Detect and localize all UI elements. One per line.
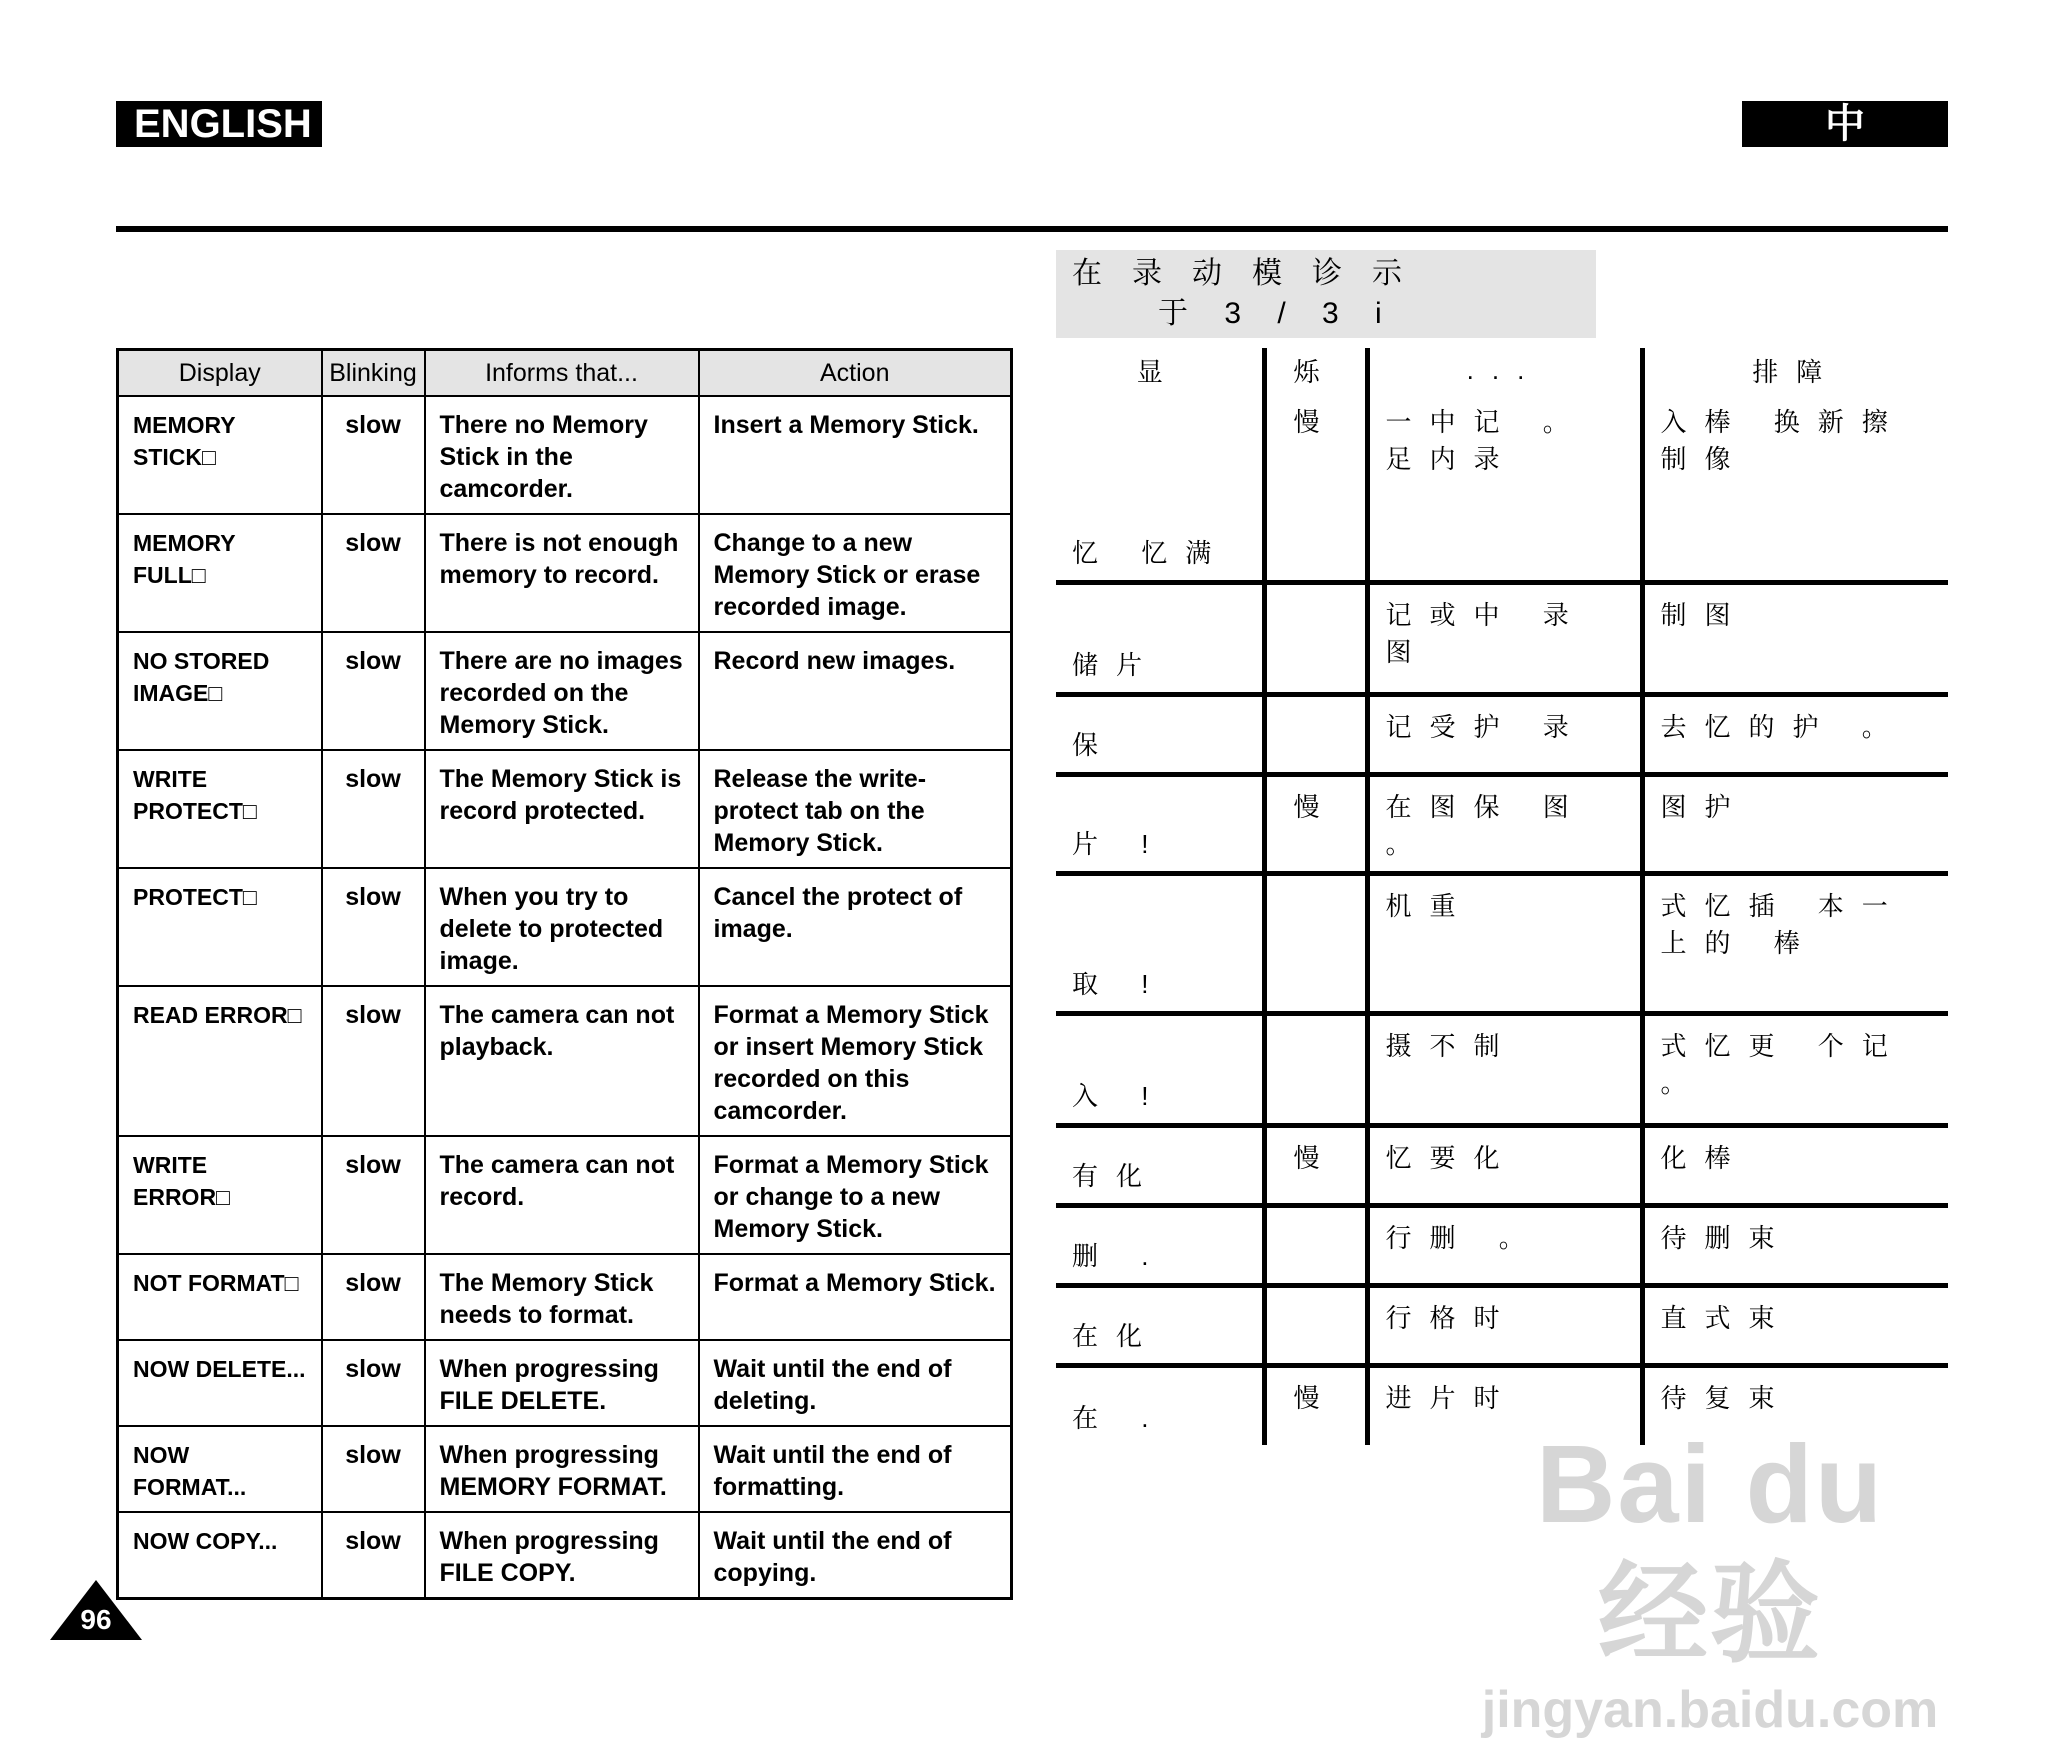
zh-cell-blinking: 慢 — [1264, 774, 1367, 873]
cell-informs: When progressing MEMORY FORMAT. — [425, 1426, 699, 1512]
zh-cell-action: 化棒 — [1642, 1125, 1948, 1205]
table-header-row — [118, 350, 1012, 397]
table-row — [118, 632, 1012, 750]
cell-action: Format a Memory Stick or change to a new Memory Stick. — [699, 1136, 1012, 1254]
cell-action: Release the write-protect tab on the Memory Stick. — [699, 750, 1012, 868]
cell-informs: When progressing FILE COPY. — [425, 1512, 699, 1599]
english-diagnostics-table — [116, 348, 1013, 1600]
zh-cell-action: 制图 — [1642, 582, 1948, 694]
cell-blinking: slow — [322, 632, 425, 750]
zh-cell-informs: 记或中 录图 — [1367, 582, 1642, 694]
cell-informs: The Memory Stick needs to format. — [425, 1254, 699, 1340]
table-row — [118, 1512, 1012, 1599]
title-line-2: 于 3 / 3 i — [1158, 297, 1396, 330]
table-row — [1056, 1013, 1948, 1125]
cell-action: Wait until the end of formatting. — [699, 1426, 1012, 1512]
table-row — [118, 396, 1012, 514]
zh-cell-action: 入棒 换新擦 制像 — [1642, 392, 1948, 582]
cell-informs: When progressing FILE DELETE. — [425, 1340, 699, 1426]
header-blinking: Blinking — [322, 350, 425, 397]
zh-cell-informs: 忆要化 — [1367, 1125, 1642, 1205]
table-header-row — [1056, 348, 1948, 392]
zh-cell-informs: 在图保 图 。 — [1367, 774, 1642, 873]
zh-cell-display: 入 ! — [1056, 1013, 1264, 1125]
cell-informs: The camera can not playback. — [425, 986, 699, 1136]
cell-display: NO STORED IMAGE□ — [118, 632, 322, 750]
table-row — [118, 1254, 1012, 1340]
watermark-url: jingyan.baidu.com — [1481, 1681, 1939, 1739]
cell-action: Record new images. — [699, 632, 1012, 750]
table-row — [118, 750, 1012, 868]
cell-display: WRITE PROTECT□ — [118, 750, 322, 868]
zh-cell-blinking: 慢 — [1264, 1125, 1367, 1205]
cell-informs: When you try to delete to protected image. — [425, 868, 699, 986]
zh-cell-action: 待删束 — [1642, 1205, 1948, 1285]
zh-cell-display: 取 ! — [1056, 873, 1264, 1013]
zh-cell-display: 保 — [1056, 694, 1264, 774]
header-action: Action — [699, 350, 1012, 397]
zh-cell-informs: 行删 。 — [1367, 1205, 1642, 1285]
cell-blinking: slow — [322, 1512, 425, 1599]
chinese-tab: 中 — [1742, 101, 1948, 147]
header-rule — [116, 226, 1948, 232]
zh-cell-informs: 记受护 录 — [1367, 694, 1642, 774]
table-row — [1056, 774, 1948, 873]
zh-cell-display: 在 . — [1056, 1365, 1264, 1445]
table-row — [118, 1340, 1012, 1426]
zh-cell-blinking — [1264, 1013, 1367, 1125]
cell-display: NOW DELETE... — [118, 1340, 322, 1426]
table-row — [118, 514, 1012, 632]
cell-action: Cancel the protect of image. — [699, 868, 1012, 986]
zh-cell-informs: 行格时 — [1367, 1285, 1642, 1365]
zh-cell-action: 去忆的护 。 — [1642, 694, 1948, 774]
zh-cell-blinking: 慢 — [1264, 1365, 1367, 1445]
cell-blinking: slow — [322, 396, 425, 514]
table-row — [118, 1136, 1012, 1254]
table-row — [1056, 582, 1948, 694]
zh-cell-display: 有化 — [1056, 1125, 1264, 1205]
chinese-section-title — [1056, 250, 1596, 338]
cell-blinking: slow — [322, 514, 425, 632]
table-row — [1056, 392, 1948, 582]
cell-action: Change to a new Memory Stick or erase recorded image. — [699, 514, 1012, 632]
zh-cell-informs: 机重 — [1367, 873, 1642, 1013]
cell-display: NOW COPY... — [118, 1512, 322, 1599]
zh-cell-action: 直式束 — [1642, 1285, 1948, 1365]
cell-informs: There no Memory Stick in the camcorder. — [425, 396, 699, 514]
cell-display: READ ERROR□ — [118, 986, 322, 1136]
header-informs: Informs that... — [425, 350, 699, 397]
cell-blinking: slow — [322, 1136, 425, 1254]
zh-header-action: 排障 — [1642, 348, 1948, 392]
cell-display: WRITE ERROR□ — [118, 1136, 322, 1254]
cell-display: MEMORY FULL□ — [118, 514, 322, 632]
cell-informs: The Memory Stick is record protected. — [425, 750, 699, 868]
title-line-1: 在录动模诊示 — [1072, 257, 1432, 290]
cell-action: Format a Memory Stick. — [699, 1254, 1012, 1340]
zh-cell-display: 片 ! — [1056, 774, 1264, 873]
cell-display: MEMORY STICK□ — [118, 396, 322, 514]
english-tab: ENGLISH — [116, 101, 322, 147]
zh-cell-blinking — [1264, 694, 1367, 774]
table-row — [1056, 873, 1948, 1013]
table-row — [1056, 1125, 1948, 1205]
zh-header-informs: ... — [1367, 348, 1642, 392]
cell-informs: There are no images recorded on the Memory Stick. — [425, 632, 699, 750]
zh-cell-display: 忆 忆满 — [1072, 537, 1230, 568]
cell-action: Wait until the end of copying. — [699, 1512, 1012, 1599]
zh-header-blinking: 烁 — [1264, 348, 1367, 392]
cell-display: NOW FORMAT... — [118, 1426, 322, 1512]
zh-cell-blinking — [1264, 873, 1367, 1013]
zh-header-display: 显 — [1136, 356, 1181, 387]
header-display: Display — [118, 350, 322, 397]
cell-informs: The camera can not record. — [425, 1136, 699, 1254]
cell-blinking: slow — [322, 986, 425, 1136]
zh-cell-display: 储片 — [1056, 582, 1264, 694]
cell-blinking: slow — [322, 1340, 425, 1426]
zh-cell-informs: 摄不制 — [1367, 1013, 1642, 1125]
chinese-diagnostics-table — [1056, 348, 1948, 1445]
zh-cell-display: 删 . — [1056, 1205, 1264, 1285]
cell-action: Insert a Memory Stick. — [699, 396, 1012, 514]
zh-cell-action: 待复束 — [1642, 1365, 1948, 1445]
table-row — [1056, 1205, 1948, 1285]
baidu-watermark — [1470, 1420, 1950, 1739]
cell-blinking: slow — [322, 750, 425, 868]
cell-display: PROTECT□ — [118, 868, 322, 986]
table-row — [118, 868, 1012, 986]
page-number: 96 — [80, 1604, 112, 1635]
table-row — [118, 1426, 1012, 1512]
zh-cell-action: 式忆更 个记 。 — [1642, 1013, 1948, 1125]
zh-cell-informs: 进片时 — [1367, 1365, 1642, 1445]
table-row — [118, 986, 1012, 1136]
cell-display: NOT FORMAT□ — [118, 1254, 322, 1340]
cell-blinking: slow — [322, 1426, 425, 1512]
cell-action: Format a Memory Stick or insert Memory Stick recorded on this camcorder. — [699, 986, 1012, 1136]
zh-cell-blinking — [1264, 1205, 1367, 1285]
zh-cell-action: 图护 — [1642, 774, 1948, 873]
cell-blinking: slow — [322, 1254, 425, 1340]
table-row — [1056, 1285, 1948, 1365]
zh-cell-informs: 一中记 。 足内录 — [1367, 392, 1642, 582]
cell-blinking: slow — [322, 868, 425, 986]
zh-cell-blinking — [1264, 582, 1367, 694]
zh-cell-blinking — [1264, 1285, 1367, 1365]
cell-action: Wait until the end of deleting. — [699, 1340, 1012, 1426]
watermark-logo-text: Bai du 经验 — [1535, 1423, 1885, 1676]
table-row — [1056, 694, 1948, 774]
zh-cell-display: 在化 — [1056, 1285, 1264, 1365]
zh-cell-blinking: 慢 — [1264, 392, 1367, 582]
zh-cell-action: 式忆插 本一上的 棒 — [1642, 873, 1948, 1013]
cell-informs: There is not enough memory to record. — [425, 514, 699, 632]
